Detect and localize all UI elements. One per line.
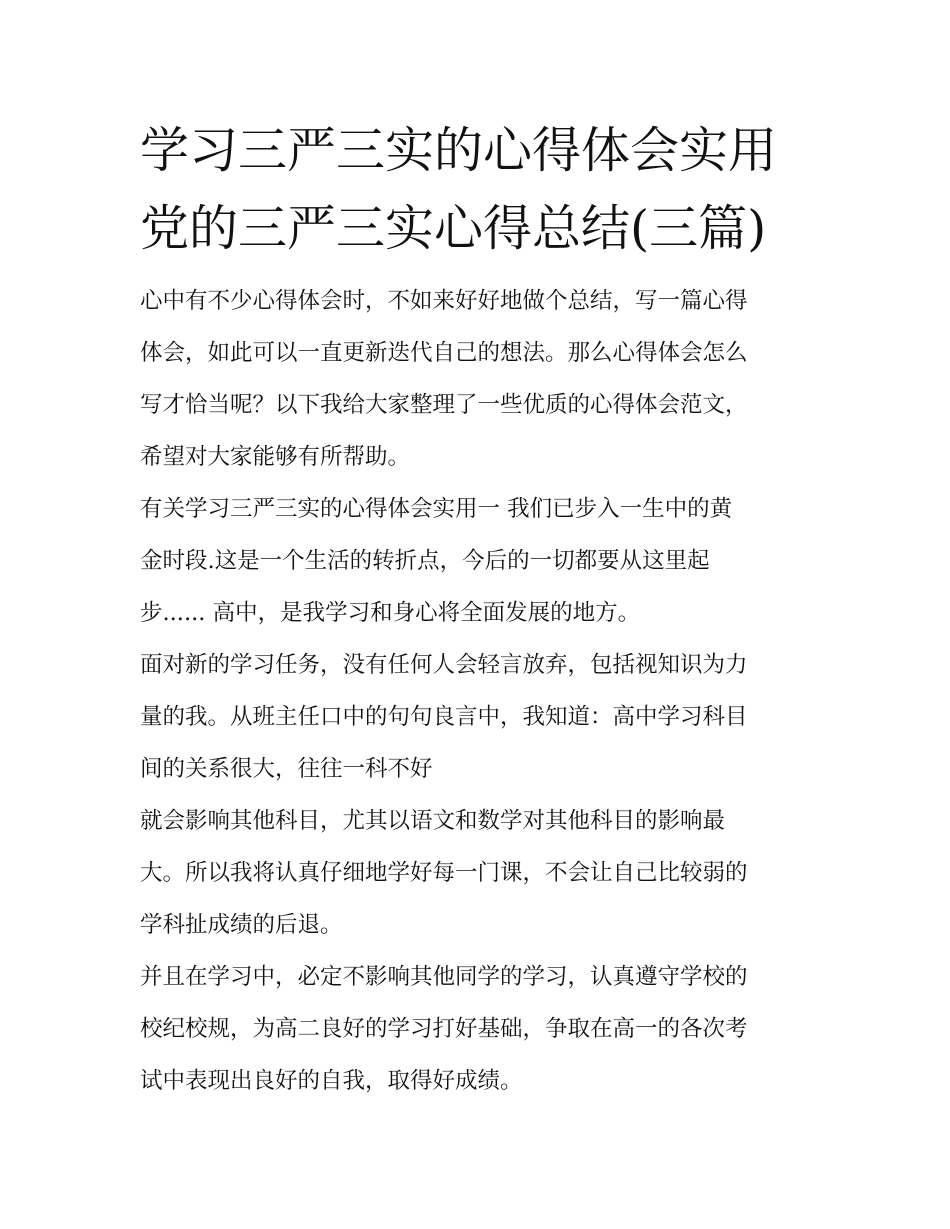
body-line: 学科扯成绩的后退。 (140, 912, 343, 938)
body-line: 金时段.这是一个生活的转折点，今后的一切都要从这里起 (140, 548, 710, 574)
body-line: 步...... 高中，是我学习和身心将全面发展的地方。 (140, 600, 641, 626)
title-line-1: 学习三严三实的心得体会实用 (140, 122, 778, 179)
document-title (140, 112, 840, 268)
body-line: 校纪校规，为高二良好的学习打好基础，争取在高一的各次考 (140, 1016, 748, 1042)
title-line-2: 党的三严三实心得总结(三篇) (140, 200, 767, 257)
body-line: 写才恰当呢？以下我给大家整理了一些优质的心得体会范文， (140, 392, 748, 418)
body-line: 希望对大家能够有所帮助。 (140, 444, 411, 470)
body-line: 就会影响其他科目，尤其以语文和数学对其他科目的影响最 (140, 808, 726, 834)
body-line: 试中表现出良好的自我，取得好成绩。 (140, 1068, 523, 1094)
body-line: 大。所以我将认真仔细地学好每一门课，不会让自己比较弱的 (140, 860, 748, 886)
document-body (140, 275, 820, 1107)
body-line: 间的关系很大，往往一科不好 (140, 756, 433, 782)
body-line: 有关学习三严三实的心得体会实用一 我们已步入一生中的黄 (140, 496, 733, 522)
body-line: 并且在学习中，必定不影响其他同学的学习，认真遵守学校的 (140, 964, 748, 990)
body-line: 心中有不少心得体会时，不如来好好地做个总结，写一篇心得 (140, 288, 748, 314)
body-line: 面对新的学习任务，没有任何人会轻言放弃，包括视知识为力 (140, 652, 748, 678)
body-line: 体会，如此可以一直更新迭代自己的想法。那么心得体会怎么 (140, 340, 748, 366)
body-line: 量的我。从班主任口中的句句良言中，我知道：高中学习科目 (140, 704, 748, 730)
